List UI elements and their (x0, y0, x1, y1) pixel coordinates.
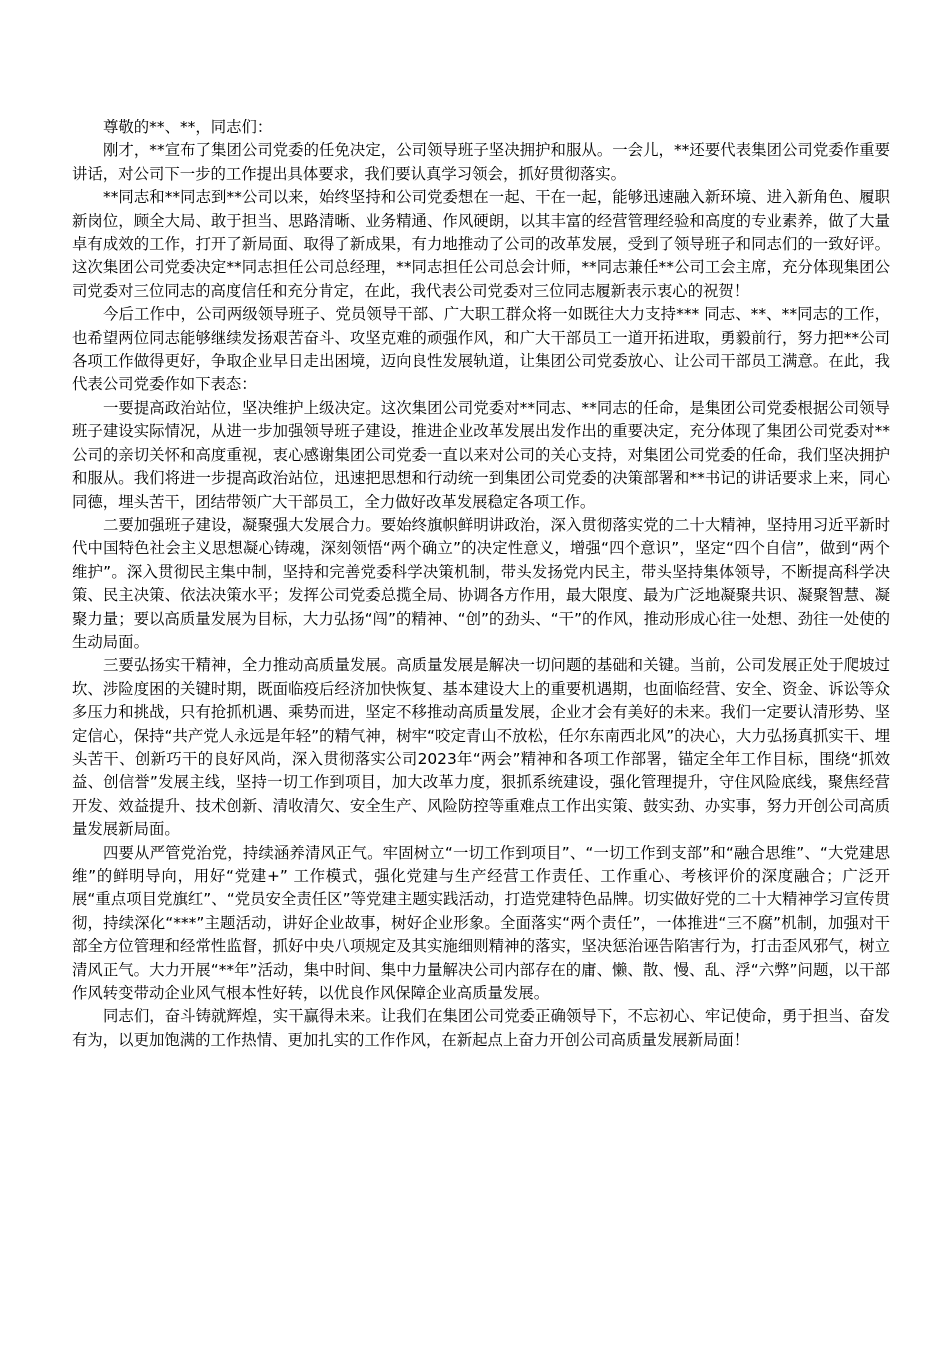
paragraph-opening: 刚才，**宣布了集团公司党委的任免决定，公司领导班子坚决拥护和服从。一会儿，**还要代表集团公司党委作重要讲话，对公司下一步的工作提出具体要求，我们要认真学习领会，抓好贯彻落实。 (72, 141, 890, 183)
document-body (72, 116, 890, 1052)
salutation: 尊敬的**、**，同志们： (103, 118, 273, 136)
paragraph-point-two: 二要加强班子建设，凝聚强大发展合力。要始终旗帜鲜明讲政治，深入贯彻落实党的二十大精神，坚持用习近平新时代中国特色社会主义思想凝心铸魂，深刻领悟“两个确立”的决定性意义，增强“四个意识”，坚定“四个自信”，做到“两个维护”。深入贯彻民主集中制，坚持和完善党委科学决策机制，带头发扬党内民主，带头坚持集体领导，不断提高科学决策、民主决策、依法决策水平；发挥公司党委总揽全局、协调各方作用，最大限度、最为广泛地凝聚共识、凝聚智慧、凝聚力量；要以高质量发展为目标，大力弘扬“闯”的精神、“创”的劲头、“干”的作风，推动形成心往一处想、劲往一处使的生动局面。 (72, 515, 890, 651)
paragraph-future-work: 今后工作中，公司两级领导班子、党员领导干部、广大职工群众将一如既往大力支持*** 同志、**、**同志的工作，也希望两位同志能够继续发扬艰苦奋斗、攻坚克难的顽强作风，和广大干部员工一道开拓进取，勇毅前行，努力把**公司各项工作做得更好，争取企业早日走出困境，迈向良性发展轨道，让集团公司党委放心、让公司干部员工满意。在此，我代表公司党委作如下表态： (72, 305, 890, 394)
paragraph-closing: 同志们，奋斗铸就辉煌，实干赢得未来。让我们在集团公司党委正确领导下，不忘初心、牢记使命，勇于担当、奋发有为，以更加饱满的工作热情、更加扎实的工作作风，在新起点上奋力开创公司高质量发展新局面！ (72, 1007, 890, 1049)
paragraph-point-four: 四要从严管党治党，持续涵养清风正气。牢固树立“一切工作到项目”、“一切工作到支部”和“融合思维”、“大党建思维”的鲜明导向，用好“党建+” 工作模式，强化党建与生产经营工作责任、工作重心、考核评价的深度融合；广泛开展“重点项目党旗红”、“党员安全责任区”等党建主题实践活动，打造党建特色品牌。切实做好党的二十大精神学习宣传贯彻，持续深化“***”主题活动，讲好企业故事，树好企业形象。全面落实“两个责任”，一体推进“三不腐”机制，加强对干部全方位管理和经常性监督，抓好中央八项规定及其实施细则精神的落实，坚决惩治诬告陷害行为，打击歪风邪气，树立清风正气。大力开展“**年”活动，集中时间、集中力量解决公司内部存在的庸、懒、散、慢、乱、浮“六弊”问题，以干部作风转变带动企业风气根本性好转，以优良作风保障企业高质量发展。 (72, 843, 890, 1003)
paragraph-point-three: 三要弘扬实干精神，全力推动高质量发展。高质量发展是解决一切问题的基础和关键。当前，公司发展正处于爬坡过坎、涉险度困的关键时期，既面临疫后经济加快恢复、基本建设大上的重要机遇期，也面临经营、安全、资金、诉讼等众多压力和挑战，只有抢抓机遇、乘势而进，坚定不移推动高质量发展，企业才会有美好的未来。我们一定要认清形势、坚定信心，保持“共产党人永远是年轻”的精气神，树牢“咬定青山不放松，任尔东南西北风”的决心，大力弘扬真抓实干、埋头苦干、创新巧干的良好风尚，深入贯彻落实公司2023年“两会”精神和各项工作部署，锚定全年工作目标，围绕“抓效益、创信誉”发展主线，坚持一切工作到项目，加大改革力度，狠抓系统建设，强化管理提升，守住风险底线，聚焦经营开发、效益提升、技术创新、清收清欠、安全生产、风险防控等重难点工作出实策、鼓实劲、办实事，努力开创公司高质量发展新局面。 (72, 656, 890, 839)
paragraph-appointment-praise: **同志和**同志到**公司以来，始终坚持和公司党委想在一起、干在一起，能够迅速融入新环境、进入新角色、履职新岗位，顾全大局、敢于担当、思路清晰、业务精通、作风硬朗，以其丰富的经营管理经验和高度的专业素养，做了大量卓有成效的工作，打开了新局面、取得了新成果，有力地推动了公司的改革发展，受到了领导班子和同志们的一致好评。这次集团公司党委决定**同志担任公司总经理，**同志担任公司总会计师，**同志兼任**公司工会主席，充分体现集团公司党委对三位同志的高度信任和充分肯定，在此，我代表公司党委对三位同志履新表示衷心的祝贺！ (72, 188, 890, 300)
paragraph-point-one: 一要提高政治站位，坚决维护上级决定。这次集团公司党委对**同志、**同志的任命，是集团公司党委根据公司领导班子建设实际情况，从进一步加强领导班子建设，推进企业改革发展出发作出的重要决定，充分体现了集团公司党委对**公司的亲切关怀和高度重视，衷心感谢集团公司党委一直以来对公司的关心支持，对集团公司党委的任命，我们坚决拥护和服从。我们将进一步提高政治站位，迅速把思想和行动统一到集团公司党委的决策部署和**书记的讲话要求上来，同心同德，埋头苦干，团结带领广大干部员工，全力做好改革发展稳定各项工作。 (72, 398, 890, 511)
